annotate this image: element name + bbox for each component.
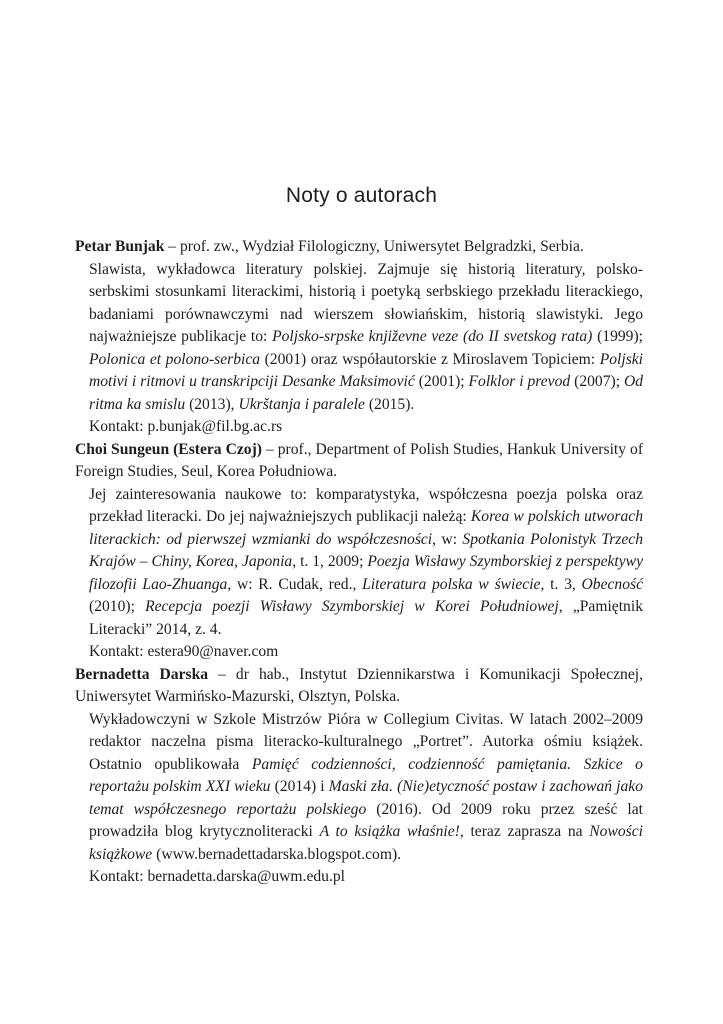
author-note (75, 439, 643, 664)
bio-text: (2013), (185, 395, 239, 413)
publication-title: Folklor i prevod (468, 373, 571, 390)
bio-text: (2001) oraz współautorskie z Miroslavem Topiciem: (260, 350, 600, 368)
author-header (75, 664, 643, 709)
author-contact[interactable]: Kontakt: bernadetta.darska@uwm.edu.pl (89, 868, 345, 885)
bio-text: , teraz zaprasza na (459, 823, 590, 840)
bio-text: , w: (432, 530, 463, 548)
bio-text: , w: R. Cudak, red., (227, 575, 363, 593)
bio-text: (2014) i (270, 778, 329, 795)
bio-text: (1999); (592, 328, 644, 345)
author-header (75, 236, 643, 259)
author-bio (75, 259, 643, 417)
bio-text: (2001); (414, 373, 469, 390)
author-note (75, 236, 643, 439)
author-note (75, 664, 643, 889)
publication-title: Korea w polskich utworach literackich: od pierwszej wzmianki do współczesności (89, 508, 643, 548)
author-contact[interactable]: Kontakt: p.bunjak@fil.bg.ac.rs (89, 418, 283, 435)
bio-text: (2010); (89, 598, 146, 615)
author-affiliation: – dr hab., Instytut Dziennikarstwa i Komunikacji Społecznej, Uniwersytet Warmińsko-Mazurski, Olsztyn, Polska. (75, 665, 643, 705)
publication-title: Poljski motivi i ritmovi u transkripciji Desanke Maksimović (89, 350, 644, 390)
publication-title: Poljsko-srpske književne veze (do II svetskog rata) (272, 328, 593, 345)
author-contact[interactable]: Kontakt: estera90@naver.com (89, 643, 279, 660)
publication-title: Polonica et polono-serbica (89, 350, 261, 368)
publication-title: Spotkania Polonistyk Trzech Krajów – Chiny, Korea, Japonia (89, 530, 643, 570)
bio-text: Wykładowczyni w Szkole Mistrzów Pióra w Collegium Civitas. W latach 2002–2009 redaktor naczelna pisma literacko-kulturalnego „Portret”. Autorka ośmiu książek. Ostatnio opublikowała (89, 710, 643, 773)
bio-text: (2016). Od 2009 roku przez sześć lat prowadziła blog krytycznoliteracki (89, 800, 643, 840)
publication-title: Nowości książkowe (89, 823, 643, 863)
author-affiliation: – prof., Department of Polish Studies, Hankuk University of Foreign Studies, Seul, Korea Południowa. (75, 440, 644, 480)
page-title: Noty o autorach (285, 184, 438, 208)
author-name: Petar Bunjak (75, 238, 165, 255)
publication-title: Literatura polska w świecie (362, 575, 541, 593)
publication-title: Poezja Wisławy Szymborskiej z perspektywy filozofii Lao-Zhuanga (89, 553, 643, 593)
publication-title: Pamięć codzienności, codzienność pamiętania. Szkice o reportażu polskim XXI wieku (89, 755, 643, 795)
publication-title: Recepcja poezji Wisławy Szymborskiej w Korei Południowej (145, 598, 559, 615)
bio-text: Jej zainteresowania naukowe to: komparatystyka, współczesna poezja polska oraz przekład literacki. Do jej najważniejszych publikacji należą: (89, 485, 643, 525)
publication-title: Maski zła. (Nie)etyczność postaw i zachowań jako temat współczesnego reportażu polskiego (89, 778, 643, 818)
author-notes (75, 236, 643, 889)
bio-text: , t. 1, 2009; (292, 553, 368, 570)
author-name: Bernadetta Darska (75, 665, 209, 683)
author-name: Choi Sungeun (Estera Czoj) (75, 440, 262, 458)
bio-text: , „Pamiętnik Literacki” 2014, z. 4. (89, 598, 643, 638)
author-header (75, 439, 643, 484)
bio-text: (2007); (570, 373, 624, 390)
publication-title: Od ritma ka smislu (89, 373, 644, 413)
publication-title: A to książka właśnie! (319, 823, 460, 840)
bio-text: (2015). (364, 395, 415, 413)
bio-text: (www.bernadettadarska.blogspot.com). (152, 845, 402, 863)
publication-title: Ukrštanja i paralele (238, 395, 365, 413)
author-affiliation: – prof. zw., Wydział Filologiczny, Uniwersytet Belgradzki, Serbia. (164, 238, 584, 255)
publication-title: Obecność (581, 575, 644, 593)
bio-text: Slawista, wykładowca literatury polskiej. Zajmuje się historią literatury, polsko-serbskimi stosunkami literackimi, historią i poetyką serbskiego przekładu literackiego, badaniami porównawczymi nad wierszem słowiańskim, historią slawistyki. Jego najważniejsze publikacje to: (89, 260, 643, 345)
author-bio (75, 484, 643, 642)
bio-text: , t. 3, (540, 575, 582, 593)
author-bio (75, 709, 643, 867)
